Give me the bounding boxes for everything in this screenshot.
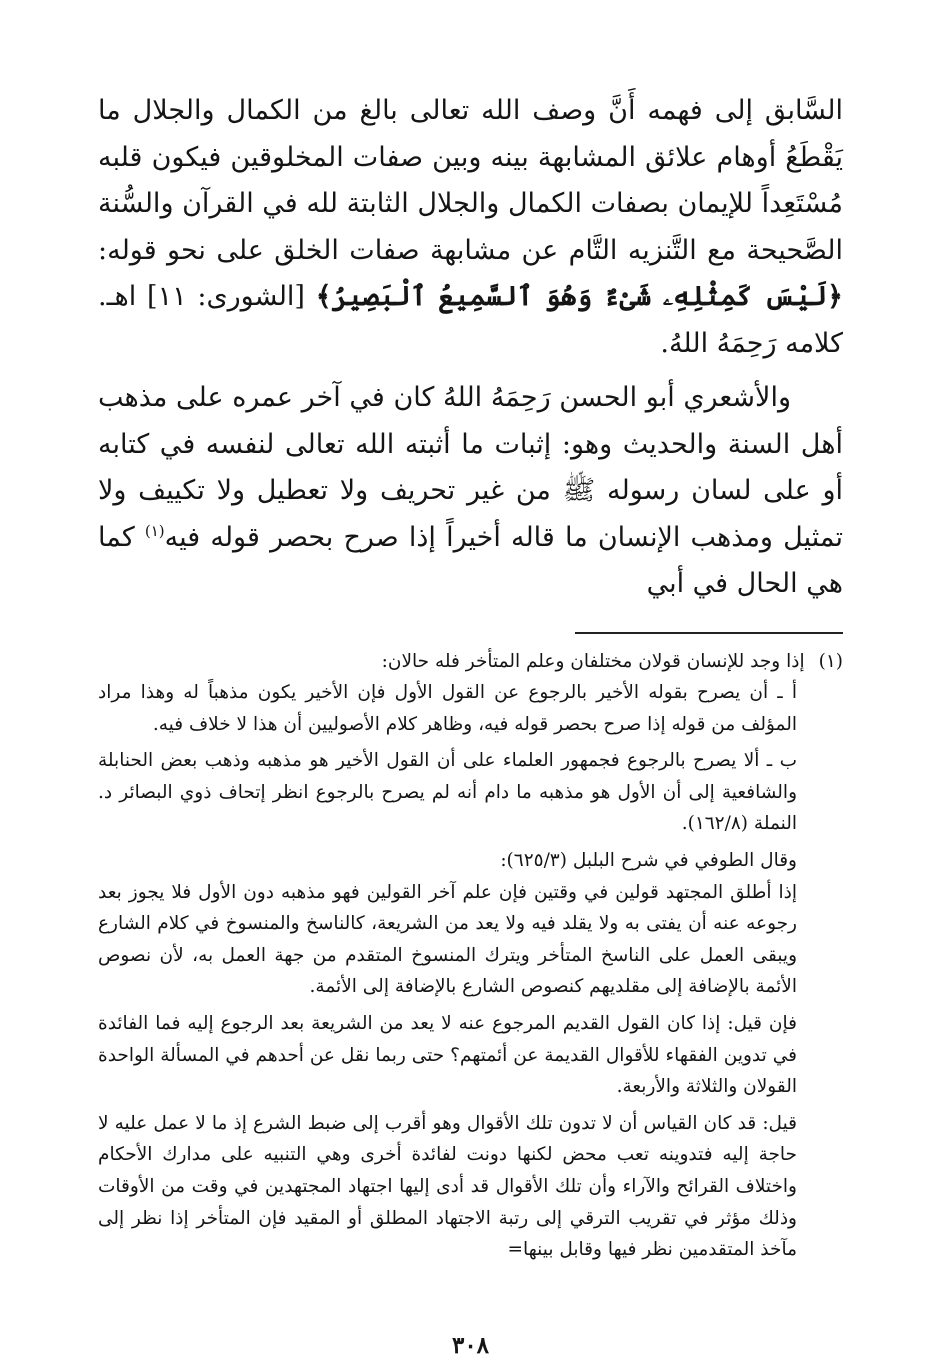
footnote-case-b: ب ـ ألا يصرح بالرجوع فجمهور العلماء على أن القول الأخير هو مذهبه وذهب بعض الحنابلة والشافعية إلى أن الأول هو مذهبه ما دام أنه لم يصرح بالرجوع انظر إتحاف ذوي البصائر د. النملة (١٦٢/٨). — [98, 750, 797, 835]
main-text — [98, 88, 843, 608]
footnote-intro: إذا وجد للإنسان قولان مختلفان وعلم المتأخر فله حالان: — [381, 650, 805, 672]
footnote-1-body — [98, 677, 843, 1266]
footnote-tufi-quote: إذا أطلق المجتهد قولين في وقتين فإن علم آخر القولين فهو مذهبه دون الأول فلا يجوز بعد رجوعه عنه أن يفتى به ولا يقلد فيه ولا يعد من الشريعة، كالناسخ والمنسوخ في كلام الشارع ويبقى العمل على الناسخ المتأخر ويترك المنسوخ المتقدم من جهة العمل به، لأن نصوص الأئمة بالإضافة إلى مقلديهم كنصوص الشارع بالإضافة إلى الأئمة. — [98, 881, 797, 998]
honorific-rahimahullah: رَحِمَهُ اللهُ. — [660, 327, 777, 359]
footnote-separator — [575, 632, 843, 634]
page-number: ٣٠٨ — [451, 1332, 490, 1359]
paragraph-2-part-1: والأشعري أبو الحسن — [559, 382, 791, 413]
footnote-reference[interactable]: (١) — [144, 521, 165, 540]
footnotes — [98, 646, 843, 1266]
paragraph-1 — [98, 88, 843, 367]
footnote-case-a: أ ـ أن يصرح بقوله الأخير بالرجوع عن القول الأول فإن الأخير يكون مذهباً له وهذا مراد المؤلف من قوله إذا صرح بحصر قوله فيه، وظاهر كلام الأصوليين أن هذا لا خلاف فيه. — [98, 682, 797, 735]
footnote-answer: قيل: قد كان القياس أن لا تدون تلك الأقوال وهو أقرب إلى ضبط الشرع إذ ما لا عمل عليه لا حاجة إليه فتدوينه تعب محض لكنها دونت لفائدة أخرى وهي التنبيه على مدارك الأحكام واختلاف القرائح والآراء وأن تلك الأقوال قد أدى إليها اجتهاد المجتهدين في وقت من الأوقات وذلك مؤثر في تقريب الترقي إلى رتبة الاجتهاد المطلق أو المقيد فإن المتأخر إذا نظر إلى مآخذ المتقدمين نظر فيها وقابل بينها= — [98, 1112, 797, 1261]
paragraph-1-text: السَّابق إلى فهمه أَنَّ وصف الله تعالى بالغ من الكمال والجلال ما يَقْطَعُ أوهام علائق المشابهة بينه وبين صفات المخلوقين فيكون قلبه مُسْتَعِداً للإيمان بصفات الكمال والجلال الثابتة لله في القرآن والسُّنة الصَّحيحة مع التَّنزيه التَّام عن مشابهة صفات الخلق على نحو قوله: — [98, 95, 843, 266]
footnote-1-heading — [98, 646, 843, 678]
paragraph-2 — [98, 375, 843, 608]
footnote-number: (١) — [818, 650, 843, 672]
quran-verse: ﴿لَيْسَ كَمِثْلِهِۦ شَىْءٌ وَهُوَ ٱلسَّمِيعُ ٱلْبَصِيرُ﴾ — [315, 281, 843, 312]
verse-reference: [الشورى: ١١] اهـ. كلامه — [98, 281, 843, 359]
footnote-question: فإن قيل: إذا كان القول القديم المرجوع عنه لا يعد من الشريعة بعد الرجوع إليه فما الفائدة في تدوين الفقهاء للأقوال القديمة عن أئمتهم؟ حتى ربما نقل عن أحدهم في المسألة الواحدة القولان والثلاثة والأربعة. — [98, 1013, 797, 1098]
paragraph-2-part-2: كان في آخر عمره على مذهب أهل السنة والحديث وهو: إثبات ما أثبته الله تعالى لنفسه في كتابه أو على لسان رسوله — [98, 382, 844, 506]
paragraph-2-part-3: من غير تحريف ولا تعطيل ولا تكييف ولا تمثيل ومذهب الإنسان ما قاله أخيراً إذا صرح بحصر قوله فيه — [98, 475, 843, 553]
honorific-rahimahullah-2: رَحِمَهُ اللهُ — [443, 382, 551, 413]
honorific-salawat: ﷺ — [562, 475, 596, 506]
paragraph-2-part-4: كما هي الحال في أبي — [98, 521, 843, 599]
book-page — [98, 88, 844, 1359]
footnote-tufi-intro: وقال الطوفي في شرح البلبل (٦٢٥/٣): — [500, 850, 797, 872]
